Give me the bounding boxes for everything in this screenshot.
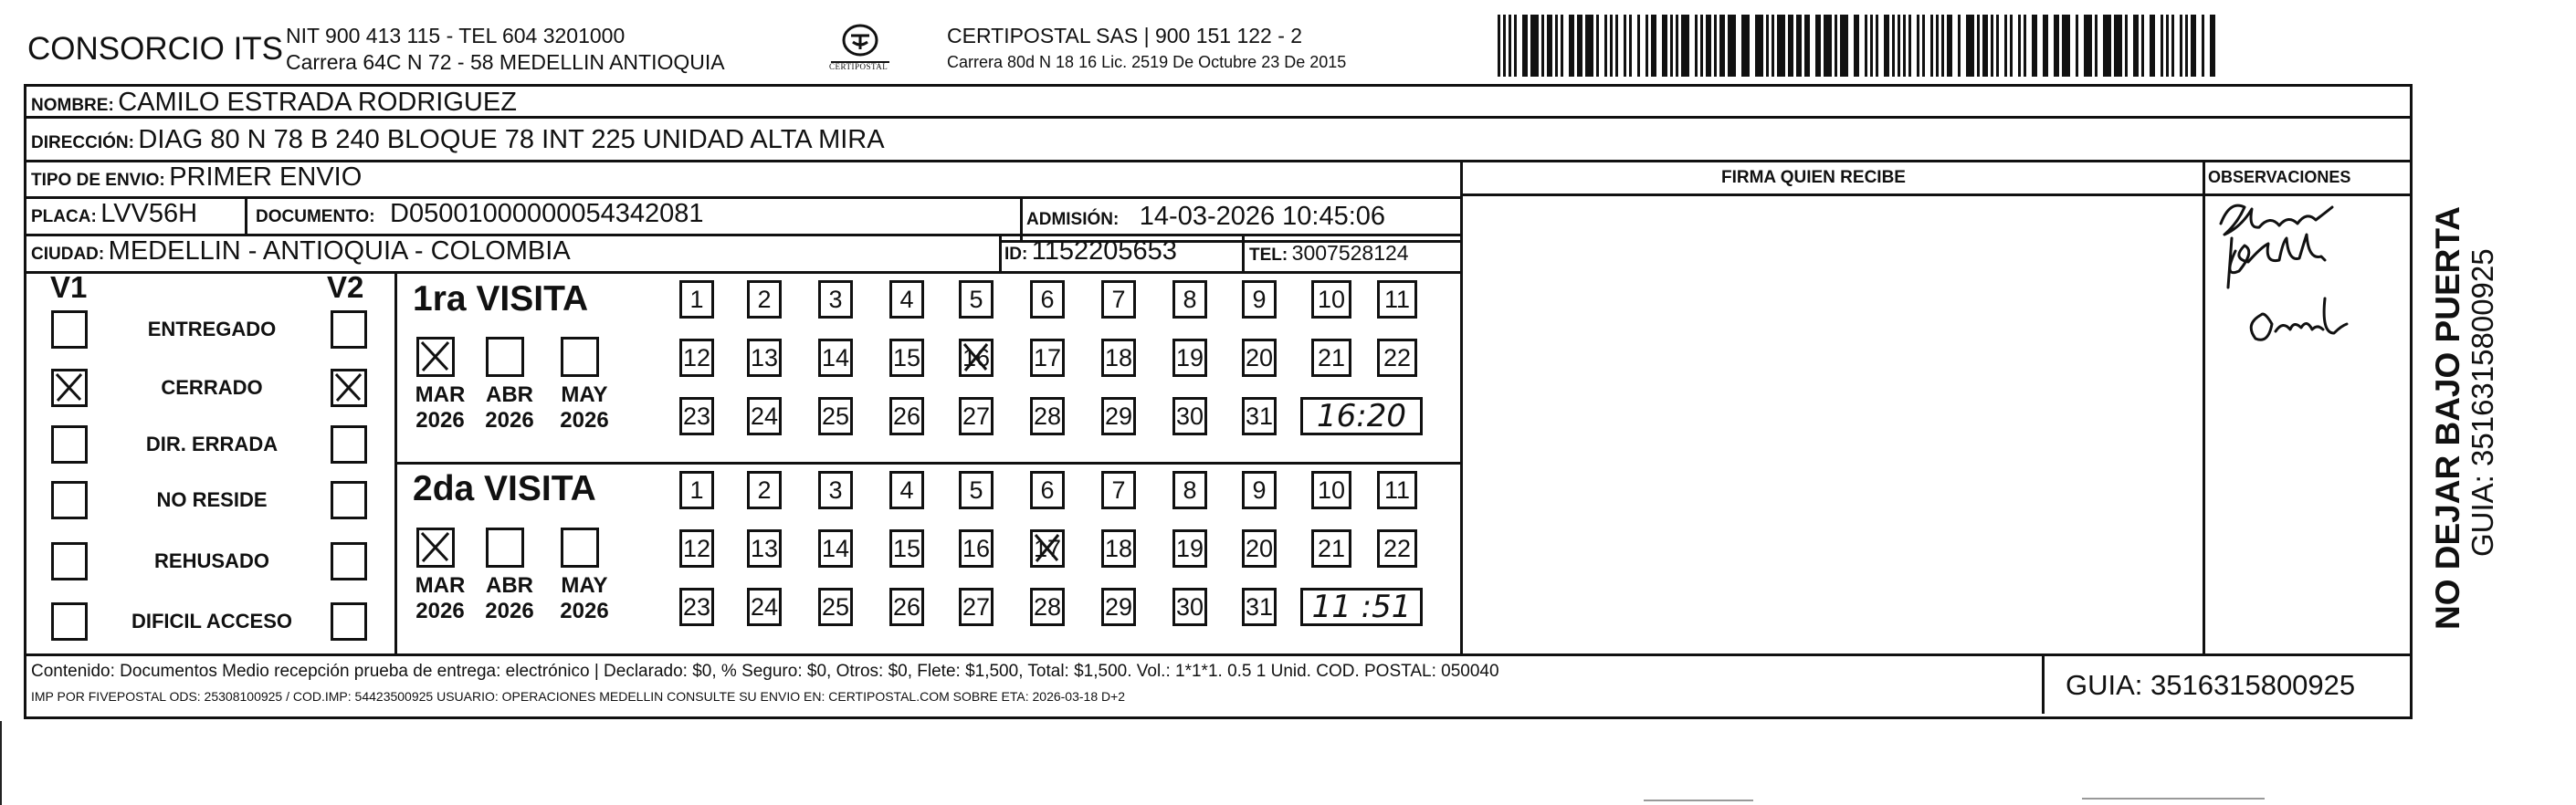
status-label: REHUSADO xyxy=(154,549,269,572)
second-visit-month-checkbox[interactable] xyxy=(486,528,524,568)
first-visit-day-box[interactable]: 8 xyxy=(1172,280,1207,319)
shipment-type: PRIMER ENVIO xyxy=(169,162,363,192)
admission-label: ADMISIÓN: xyxy=(1026,210,1120,229)
id-value: 1152205653 xyxy=(1031,236,1177,266)
first-visit-month-label: ABR xyxy=(486,382,533,407)
first-visit-year-label: 2026 xyxy=(415,408,465,433)
second-visit-day-box[interactable]: 6 xyxy=(1030,471,1065,509)
first-visit-day-box[interactable]: 3 xyxy=(818,280,853,319)
recipient-name: CAMILO ESTRADA RODRIGUEZ xyxy=(118,88,517,117)
second-visit-day-box[interactable]: 30 xyxy=(1172,588,1207,626)
second-visit-title: 2da VISITA xyxy=(413,469,596,508)
second-visit-day-box[interactable]: 22 xyxy=(1377,529,1417,568)
second-visit-day-box[interactable]: 3 xyxy=(818,471,853,509)
second-visit-day-box[interactable]: 28 xyxy=(1030,588,1065,626)
first-visit-day-box[interactable]: 12 xyxy=(679,339,714,377)
second-visit-month-label: ABR xyxy=(486,573,533,598)
footer-print-info: IMP POR FIVEPOSTAL ODS: 25308100925 / COD.IMP: 54423500925 USUARIO: OPERACIONES MEDELLIN CONSULTE SU ENVIO EN: CERTIPOSTAL.COM SOBRE ETA: 2026-03-18 D+2 xyxy=(31,689,1126,704)
signature-header: FIRMA QUIEN RECIBE xyxy=(1721,168,1906,187)
first-visit-day-box[interactable]: 16 xyxy=(959,339,994,377)
first-visit-day-box[interactable]: 21 xyxy=(1311,339,1351,377)
second-visit-day-box[interactable]: 9 xyxy=(1242,471,1277,509)
first-visit-month-label: MAY xyxy=(561,382,608,407)
certipostal-logo xyxy=(827,22,893,73)
status-label: DIFICIL ACCESO xyxy=(131,610,292,632)
shipment-type-label: TIPO DE ENVIO: xyxy=(31,171,165,190)
second-visit-day-box[interactable]: 1 xyxy=(679,471,714,509)
first-visit-day-box[interactable]: 7 xyxy=(1101,280,1136,319)
first-visit-day-box[interactable]: 14 xyxy=(818,339,853,377)
first-visit-day-box[interactable]: 5 xyxy=(959,280,994,319)
second-visit-day-box[interactable]: 26 xyxy=(889,588,924,626)
v1-checkbox[interactable] xyxy=(51,425,88,464)
first-visit-day-box[interactable]: 29 xyxy=(1101,397,1136,435)
first-visit-day-box[interactable]: 18 xyxy=(1101,339,1136,377)
second-visit-day-box[interactable]: 27 xyxy=(959,588,994,626)
v1-checkbox[interactable] xyxy=(51,481,88,519)
second-visit-day-box[interactable]: 12 xyxy=(679,529,714,568)
first-visit-day-box[interactable]: 24 xyxy=(747,397,782,435)
first-visit-day-box[interactable]: 26 xyxy=(889,397,924,435)
tel-label: TEL: xyxy=(1249,246,1288,265)
second-visit-day-box[interactable]: 25 xyxy=(818,588,853,626)
observations-header: OBSERVACIONES xyxy=(2208,168,2351,186)
second-visit-day-box[interactable]: 5 xyxy=(959,471,994,509)
first-visit-day-box[interactable]: 25 xyxy=(818,397,853,435)
status-label: NO RESIDE xyxy=(156,488,268,511)
first-visit-day-box[interactable]: 20 xyxy=(1242,339,1277,377)
v1-checkbox[interactable] xyxy=(51,542,88,580)
second-visit-day-box[interactable]: 13 xyxy=(747,529,782,568)
second-visit-day-box[interactable]: 8 xyxy=(1172,471,1207,509)
document-value: D05001000000054342081 xyxy=(390,199,704,228)
first-visit-day-box[interactable]: 4 xyxy=(889,280,924,319)
address-label: DIRECCIÓN: xyxy=(31,133,134,152)
first-visit-month-checkbox[interactable] xyxy=(486,337,524,377)
first-visit-year-label: 2026 xyxy=(560,408,609,433)
v2-checkbox[interactable] xyxy=(331,310,367,349)
first-visit-day-box[interactable]: 23 xyxy=(679,397,714,435)
first-visit-month-checkbox[interactable] xyxy=(561,337,599,377)
second-visit-day-box[interactable]: 7 xyxy=(1101,471,1136,509)
first-visit-day-box[interactable]: 15 xyxy=(889,339,924,377)
v1-checkbox[interactable] xyxy=(51,602,88,641)
second-visit-day-box[interactable]: 11 xyxy=(1377,471,1417,509)
city-label: CIUDAD: xyxy=(31,245,105,264)
second-visit-day-box[interactable]: 16 xyxy=(959,529,994,568)
first-visit-year-label: 2026 xyxy=(485,408,534,433)
second-visit-day-box[interactable]: 23 xyxy=(679,588,714,626)
second-visit-day-box[interactable]: 31 xyxy=(1242,588,1277,626)
second-visit-day-box[interactable]: 19 xyxy=(1172,529,1207,568)
v2-checkbox[interactable] xyxy=(331,602,367,641)
second-visit-month-checkbox[interactable] xyxy=(416,528,455,568)
form-frame xyxy=(24,84,2413,719)
v1-label: V1 xyxy=(50,270,88,304)
first-visit-day-box[interactable]: 1 xyxy=(679,280,714,319)
v2-checkbox[interactable] xyxy=(331,481,367,519)
v2-checkbox[interactable] xyxy=(331,542,367,580)
v2-checkbox[interactable] xyxy=(331,369,367,407)
second-visit-time-box[interactable]: 11 :51 xyxy=(1300,588,1423,626)
second-visit-day-box[interactable]: 20 xyxy=(1242,529,1277,568)
logo-caption: CERTIPOSTAL xyxy=(829,62,888,71)
id-label: ID: xyxy=(1004,245,1028,264)
first-visit-day-box[interactable]: 13 xyxy=(747,339,782,377)
first-visit-day-box[interactable]: 19 xyxy=(1172,339,1207,377)
second-visit-day-box[interactable]: 10 xyxy=(1311,471,1351,509)
status-label: DIR. ERRADA xyxy=(145,433,279,455)
second-visit-day-box[interactable]: 4 xyxy=(889,471,924,509)
city-value: MEDELLIN - ANTIOQUIA - COLOMBIA xyxy=(108,236,571,266)
footer-guia: GUIA: 3516315800925 xyxy=(2066,669,2356,701)
second-visit-month-label: MAR xyxy=(415,573,466,598)
status-label: CERRADO xyxy=(161,376,263,399)
first-visit-day-box[interactable]: 11 xyxy=(1377,280,1417,319)
first-visit-day-box[interactable]: 22 xyxy=(1377,339,1417,377)
second-visit-day-box[interactable]: 21 xyxy=(1311,529,1351,568)
company-name: CONSORCIO ITS xyxy=(27,31,284,67)
footer-content: Contenido: Documentos Medio recepción prueba de entrega: electrónico | Declarado: $0, % Seguro: $0, Otros: $0, Flete: $1,500, Total: $1,500. Vol.: 1*1*1. 0.5 1 Unid. COD. POSTAL: 050040 xyxy=(31,662,1499,681)
second-visit-month-checkbox[interactable] xyxy=(561,528,599,568)
plate-value: LVV56H xyxy=(100,199,198,228)
v1-checkbox[interactable] xyxy=(51,369,88,407)
admission-value: 14-03-2026 10:45:06 xyxy=(1139,202,1386,231)
carrier-address: Carrera 80d N 18 16 Lic. 2519 De Octubre 23 De 2015 xyxy=(947,53,1347,71)
second-visit-year-label: 2026 xyxy=(485,599,534,623)
second-visit-day-box[interactable]: 14 xyxy=(818,529,853,568)
plate-label: PLACA: xyxy=(31,207,97,226)
document-label: DOCUMENTO: xyxy=(256,207,375,226)
tel-value: 3007528124 xyxy=(1291,241,1409,265)
second-visit-day-box[interactable]: 18 xyxy=(1101,529,1136,568)
second-visit-day-box[interactable]: 24 xyxy=(747,588,782,626)
v2-checkbox[interactable] xyxy=(331,425,367,464)
first-visit-day-box[interactable]: 17 xyxy=(1030,339,1065,377)
side-guia: GUIA: 3516315800925 xyxy=(2466,248,2499,557)
first-visit-time-box[interactable]: 16:20 xyxy=(1300,397,1423,435)
barcode xyxy=(1498,15,2228,78)
company-nit: NIT 900 413 115 - TEL 604 3201000 xyxy=(286,24,626,47)
side-warning: NO DEJAR BAJO PUERTA xyxy=(2429,206,2466,630)
first-visit-day-box[interactable]: 2 xyxy=(747,280,782,319)
second-visit-day-box[interactable]: 17 xyxy=(1030,529,1065,568)
recipient-address: DIAG 80 N 78 B 240 BLOQUE 78 INT 225 UNIDAD ALTA MIRA xyxy=(138,125,885,154)
v2-label: V2 xyxy=(327,270,364,304)
observation-handwriting xyxy=(2204,187,2396,379)
first-visit-day-box[interactable]: 31 xyxy=(1242,397,1277,435)
first-visit-day-box[interactable]: 28 xyxy=(1030,397,1065,435)
second-visit-day-box[interactable]: 15 xyxy=(889,529,924,568)
first-visit-title: 1ra VISITA xyxy=(413,279,589,319)
first-visit-month-label: MAR xyxy=(415,382,466,407)
carrier-name: CERTIPOSTAL SAS | 900 151 122 - 2 xyxy=(947,24,1303,47)
second-visit-day-box[interactable]: 29 xyxy=(1101,588,1136,626)
first-visit-day-box[interactable]: 9 xyxy=(1242,280,1277,319)
first-visit-month-checkbox[interactable] xyxy=(416,337,455,377)
second-visit-year-label: 2026 xyxy=(415,599,465,623)
second-visit-year-label: 2026 xyxy=(560,599,609,623)
first-visit-day-box[interactable]: 27 xyxy=(959,397,994,435)
first-visit-day-box[interactable]: 30 xyxy=(1172,397,1207,435)
second-visit-month-label: MAY xyxy=(561,573,608,598)
name-label: NOMBRE: xyxy=(31,96,114,115)
second-visit-day-box[interactable]: 2 xyxy=(747,471,782,509)
v1-checkbox[interactable] xyxy=(51,310,88,349)
first-visit-day-box[interactable]: 6 xyxy=(1030,280,1065,319)
company-address: Carrera 64C N 72 - 58 MEDELLIN ANTIOQUIA xyxy=(286,50,725,74)
status-label: ENTREGADO xyxy=(147,318,277,340)
first-visit-day-box[interactable]: 10 xyxy=(1311,280,1351,319)
